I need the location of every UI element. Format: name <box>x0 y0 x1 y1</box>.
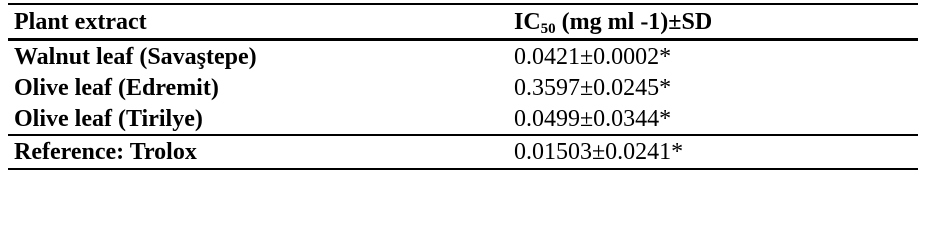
header-ic50-prefix: IC <box>514 8 541 35</box>
reference-name: Reference: Trolox <box>8 135 508 169</box>
header-plant-extract: Plant extract <box>8 4 508 40</box>
table-row <box>8 72 918 103</box>
row-ic50-value: 0.3597±0.0245* <box>514 74 672 101</box>
table-header-row <box>8 4 918 40</box>
table-row <box>8 103 918 135</box>
table-row <box>8 40 918 73</box>
header-ic50 <box>508 4 918 40</box>
row-ic50-value: 0.0499±0.0344* <box>514 105 672 132</box>
reference-row <box>8 135 918 169</box>
row-plant-name: Olive leaf (Tirilye) <box>14 105 203 132</box>
header-ic50-suffix: (mg ml -1)±SD <box>555 8 713 35</box>
row-ic50-value: 0.0421±0.0002* <box>514 43 672 70</box>
row-plant-name: Olive leaf (Edremit) <box>14 74 219 101</box>
row-plant-name: Walnut leaf (Savaştepe) <box>14 43 257 70</box>
ic50-results-table <box>8 3 918 170</box>
header-ic50-subscript: 50 <box>540 20 556 37</box>
reference-ic50-value: 0.01503±0.0241* <box>508 135 918 169</box>
